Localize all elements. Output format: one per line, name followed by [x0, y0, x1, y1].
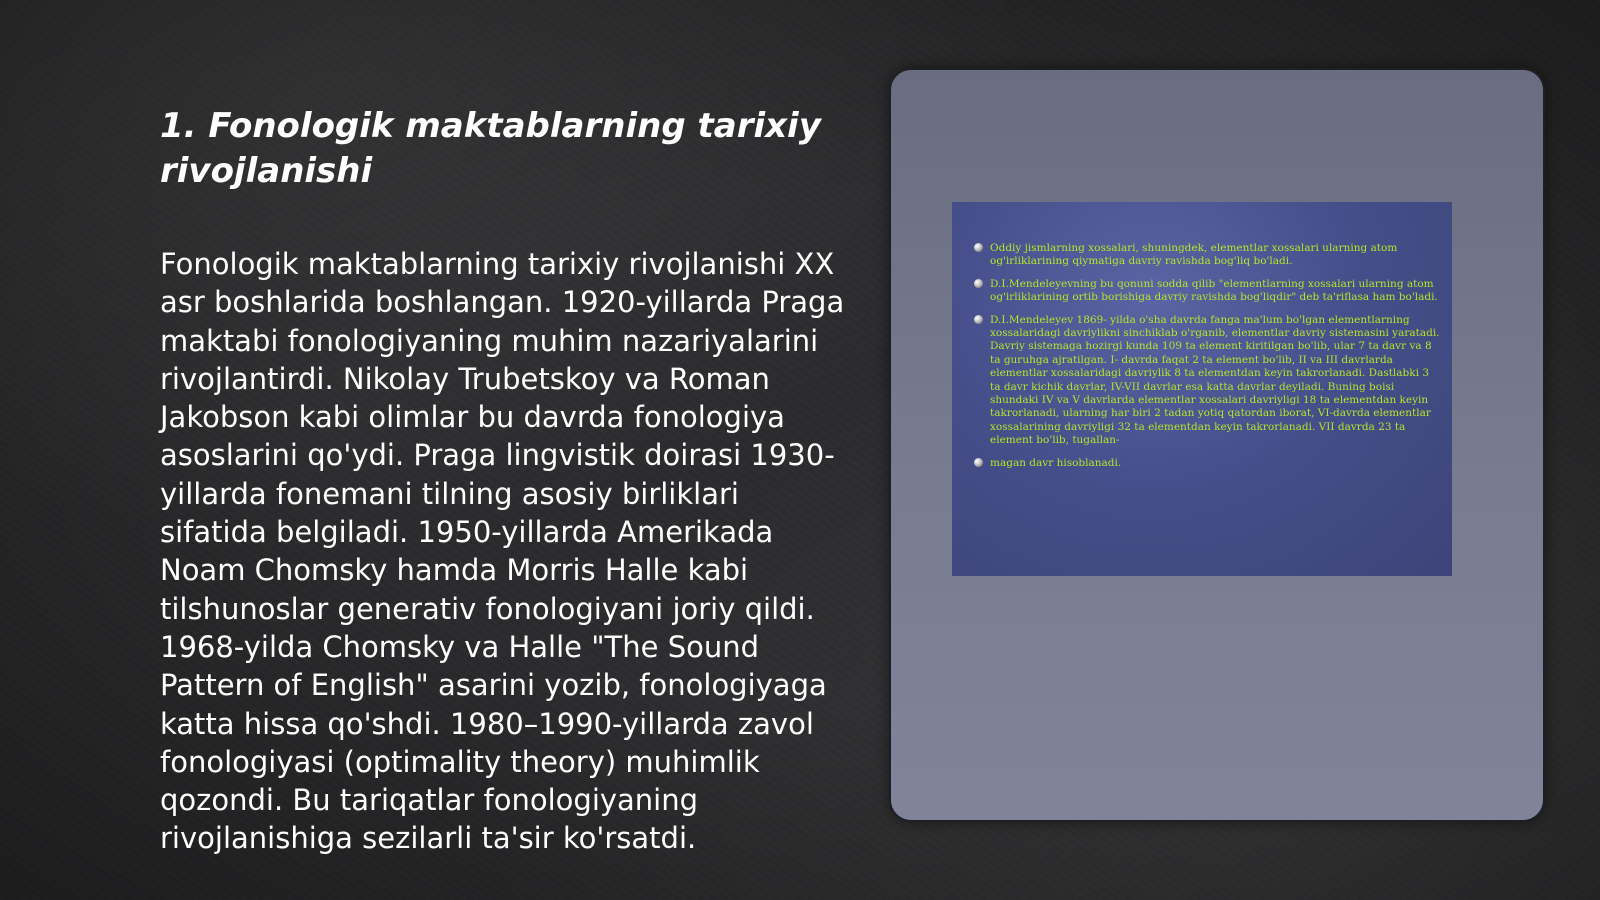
image-frame [889, 68, 1545, 822]
slide-body-text: Fonologik maktablarning tarixiy rivojlanishi XX asr boshlarida boshlangan. 1920-yillarda Praga maktabi fonologiyaning muhim nazariyalarini rivojlantirdi. Nikolay Trubetskoy va Roman Jakobson kabi olimlar bu davrda fonologiya asoslarini qo'ydi. Praga lingvistik doirasi 1930-yillarda fonemani tilning asosiy birliklari sifatida belgiladi. 1950-yillarda Amerikada Noam Chomsky hamda Morris Halle kabi tilshunoslar generativ fonologiyani joriy qildi. 1968-yilda Chomsky va Halle "The Sound Pattern of English" asarini yozib, fonologiyaga katta hissa qo'shdi. 1980–1990-yillarda zavol fonologiyasi (optimality theory) muhimlik qozondi. Bu tariqatlar fonologiyaning rivojlanishiga sezilarli ta'sir ko'rsatdi. [160, 247, 845, 856]
bullet-icon [974, 279, 983, 288]
slide-title: 1. Fonologik maktablarning tarixiy rivojlanishi [160, 106, 821, 191]
bullet-icon [974, 243, 983, 252]
embedded-bullet-item [974, 314, 1442, 448]
embedded-slide-image [952, 202, 1452, 576]
embedded-bullet-text: D.I.Mendeleyev 1869- yilda o'sha davrda fanga ma'lum bo'lgan elementlarning xossalaridagi davriylikni sinchiklab o'rganib, elementlar davriy sistemasini yaratadi. Davriy sistemaga hozirgi kunda 109 ta element kiritilgan bo'lib, ular 7 ta davr va 8 ta guruhga ajratilgan. I- davrda faqat 2 ta element bo'lib, II va III davrlarda elementlar xossalaridagi davriylik 8 ta elementdan keyin takrorlanadi. Dastlabki 3 ta davr kichik davrlar, IV-VII davrlar esa katta davrlar deyiladi. Buning boisi shundaki IV va V davrlarda elementlar xossalari davriyligi 18 ta elementdan keyin takrorlanadi, ularning har biri 2 tadan yotiq qatordan iborat, VI-davrda elementlar xossalarining davriyligi 32 ta elementdan keyin takrorlanadi. VII davrda 23 ta element bo'lib, tugallan- [990, 313, 1440, 447]
embedded-bullet-text: D.I.Mendeleyevning bu qonuni sodda qilib "elementlarning xossalari ularning atom og'irliklarining ortib borishiga davriy ravishda bog'liqdir" deb ta'riflasa ham bo'ladi. [990, 277, 1438, 304]
embedded-bullet-text: Oddiy jismlarning xossalari, shuningdek, elementlar xossalari ularning atom og'irliklarining qiymatiga davriy ravishda bog'liq bo'ladi. [990, 242, 1398, 268]
embedded-bullet-item [974, 278, 1442, 305]
embedded-bullet-item [974, 242, 1442, 269]
bullet-icon [974, 315, 983, 324]
embedded-bullet-list [974, 242, 1442, 470]
embedded-bullet-item [974, 457, 1442, 470]
embedded-bullet-text: magan davr hisoblanadi. [990, 456, 1122, 469]
bullet-icon [974, 458, 983, 467]
